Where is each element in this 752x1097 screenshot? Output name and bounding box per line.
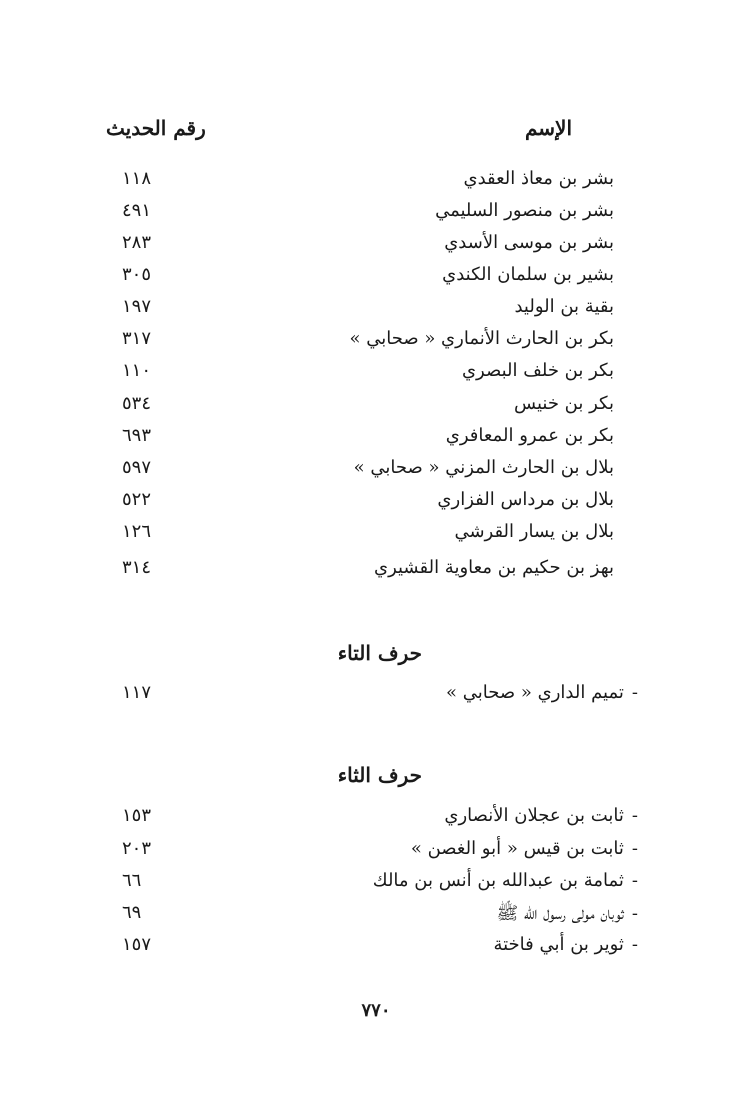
narrator-name: بشر بن موسى الأسدي	[444, 232, 614, 253]
index-row	[0, 557, 752, 585]
hadith-number: ١٥٧	[122, 934, 152, 955]
hadith-number: ٣٠٥	[122, 264, 152, 285]
narrator-name: بهز بن حكيم بن معاوية القشيري	[373, 557, 614, 578]
narrator-name: - ثابت بن قيس « أبو الغصن »	[411, 838, 638, 859]
hadith-number: ٤٩١	[122, 200, 152, 221]
hadith-number: ٣١٤	[122, 557, 152, 578]
index-row	[0, 296, 752, 324]
hadith-number: ٣١٧	[122, 328, 152, 349]
narrator-name: بشير بن سلمان الكندي	[442, 264, 614, 285]
column-header-name: الإسم	[524, 116, 572, 140]
narrator-name: - ثوبان مولى رسول الله ﷺ	[496, 902, 638, 928]
narrator-name: - ثابت بن عجلان الأنصاري	[444, 805, 638, 826]
index-row	[0, 521, 752, 549]
hadith-number: ٦٦	[122, 870, 142, 891]
narrator-name: بكر بن خنيس	[514, 393, 614, 414]
hadith-number: ٦٩	[122, 902, 142, 923]
hadith-number: ١٩٧	[122, 296, 152, 317]
page-number: ٧٧٠	[361, 1000, 391, 1021]
hadith-number: ٥٣٤	[122, 393, 152, 414]
index-row	[0, 838, 752, 866]
hadith-number: ١١٧	[122, 682, 152, 703]
index-row	[0, 425, 752, 453]
narrator-name: بشر بن منصور السليمي	[435, 200, 614, 221]
hadith-number: ٥٩٧	[122, 457, 152, 478]
hadith-number: ٦٩٣	[122, 425, 152, 446]
hadith-number: ١٢٦	[122, 521, 152, 542]
index-row	[0, 264, 752, 292]
narrator-name: - ثمامة بن عبدالله بن أنس بن مالك	[373, 870, 638, 891]
hadith-number: ١١٨	[122, 168, 152, 189]
index-row	[0, 934, 752, 962]
narrator-name: بقية بن الوليد	[514, 296, 614, 317]
narrator-name: بلال بن مرداس الفزاري	[437, 489, 614, 510]
narrator-name: بكر بن خلف البصري	[461, 360, 614, 381]
index-row	[0, 805, 752, 833]
section-title-thaa: حرف الثاء	[337, 763, 422, 787]
index-row	[0, 328, 752, 356]
hadith-number: ٥٢٢	[122, 489, 152, 510]
narrator-name: - تميم الداري « صحابي »	[446, 682, 638, 703]
hadith-number: ٢٨٣	[122, 232, 152, 253]
index-row	[0, 232, 752, 260]
narrator-name: بشر بن معاذ العقدي	[463, 168, 614, 189]
narrator-name: بكر بن عمرو المعافري	[445, 425, 614, 446]
index-row	[0, 393, 752, 421]
narrator-name: بكر بن الحارث الأنماري « صحابي »	[349, 328, 614, 349]
narrator-name: بلال بن يسار القرشي	[454, 521, 614, 542]
narrator-name: بلال بن الحارث المزني « صحابي »	[353, 457, 614, 478]
narrator-name: - ثوير بن أبي فاختة	[493, 934, 638, 955]
index-row	[0, 682, 752, 710]
index-row	[0, 360, 752, 388]
index-row	[0, 168, 752, 196]
hadith-number: ١١٠	[122, 360, 152, 381]
column-header-number: رقم الحديث	[106, 116, 206, 140]
index-row	[0, 457, 752, 485]
index-row	[0, 200, 752, 228]
index-row	[0, 870, 752, 898]
hadith-number: ١٥٣	[122, 805, 152, 826]
index-row	[0, 902, 752, 930]
section-title-taa: حرف التاء	[337, 641, 422, 665]
index-row	[0, 489, 752, 517]
hadith-number: ٢٠٣	[122, 838, 152, 859]
